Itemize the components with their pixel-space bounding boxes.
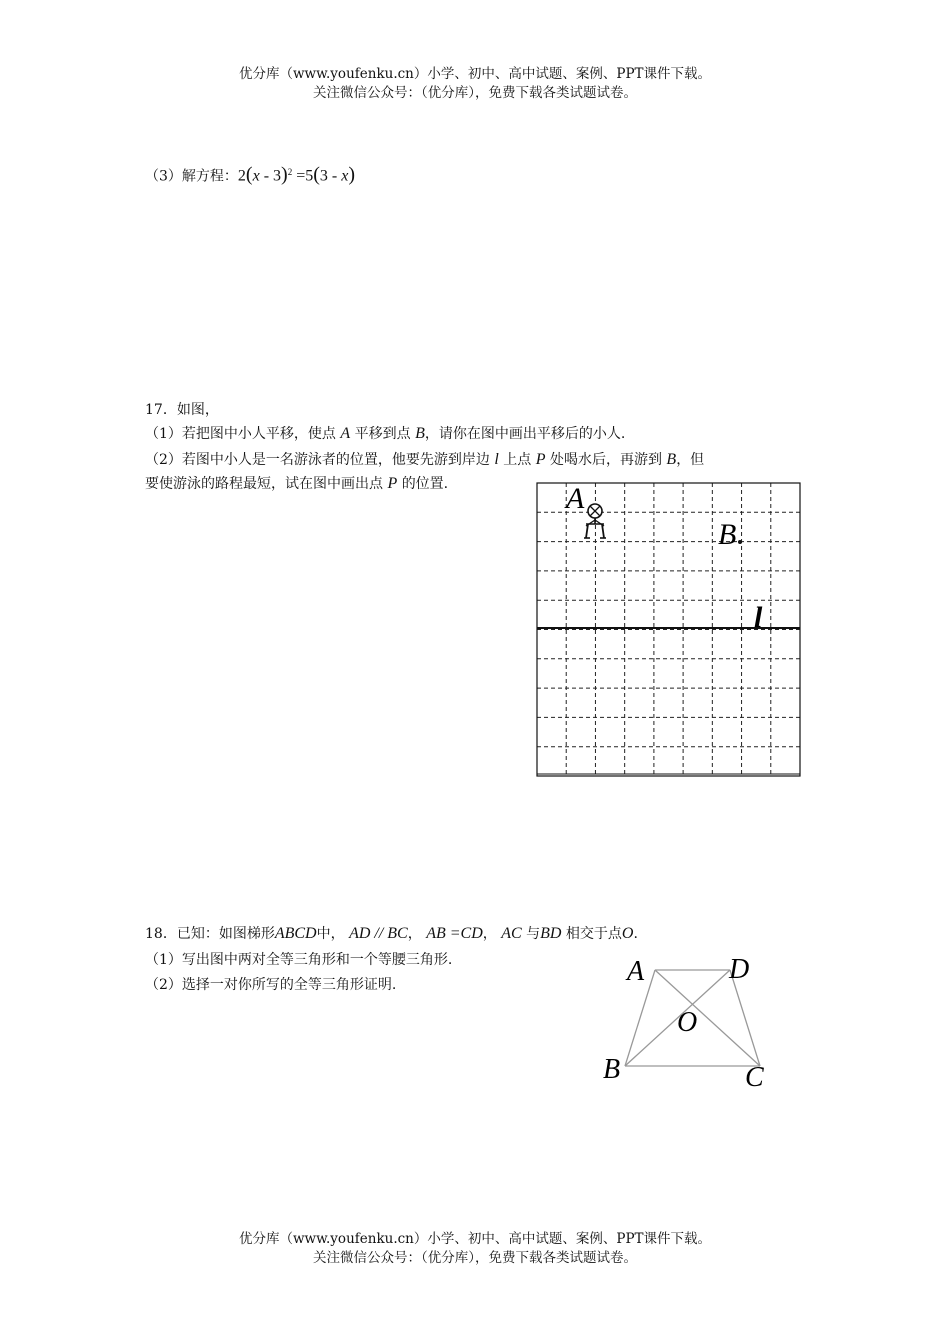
q18-part1: （1）写出图中两对全等三角形和一个等腰三角形. <box>145 952 453 968</box>
q18-text-f: 相交于点 <box>565 926 622 942</box>
q17-p2-text-a: （2）若图中小人是一名游泳者的位置，他要先游到岸边 <box>145 452 490 468</box>
q16-minus3: - 3 <box>259 167 282 185</box>
q16-prefix: （3）解方程： <box>145 168 238 185</box>
q18-diag-bd: BD <box>540 925 562 942</box>
q18-text-e: 与 <box>526 926 541 942</box>
q18-text-g: . <box>633 926 638 942</box>
q17-p1-point-a: A <box>340 425 351 442</box>
footer-line-2: 关注微信公众号：（优分库），免费下载各类试题试卷。 <box>313 1250 637 1266</box>
q18-text-c: ， <box>407 926 422 942</box>
q17-p3-text-a: 要使游泳的路程最短，试在图中画出点 <box>145 476 383 492</box>
header-line-2: 关注微信公众号：（优分库），免费下载各类试题试卷。 <box>313 85 637 101</box>
q18-point-o: O <box>621 925 634 942</box>
trapezoid-label-d: D <box>729 954 750 985</box>
q16-var-x1: x <box>252 167 260 185</box>
trapezoid-label-a: A <box>627 956 645 987</box>
q18-text-a: 18．已知：如图梯形 <box>145 926 275 942</box>
q18-title <box>145 924 638 944</box>
q17-p3-text-b: 的位置. <box>401 476 449 492</box>
grid-label-a: A <box>566 482 585 515</box>
q17-p1-text-b: 平移到点 <box>354 426 411 442</box>
footer-line-1: 优分库（www.youfenku.cn）小学、初中、高中试题、案例、PPT课件下载。 <box>238 1231 712 1247</box>
q18-part2: （2）选择一对你所写的全等三角形证明. <box>145 977 397 993</box>
q16-equals5: =5 <box>292 167 314 185</box>
q16-equation <box>145 162 355 187</box>
q18-equal-sides: AB =CD <box>426 925 483 942</box>
q17-p3-point-p: P <box>387 475 398 492</box>
q17-p2-text-c: 处喝水后，再游到 <box>549 452 662 468</box>
q17-p2-text-d: ，但 <box>676 452 705 468</box>
q16-lparen-2: ( <box>313 163 320 186</box>
q17-p2-line-l: l <box>494 451 499 468</box>
q17-p1-text-c: ，请你在图中画出平移后的小人. <box>424 426 626 442</box>
q17-p1-text-a: （1）若把图中小人平移，使点 <box>145 426 336 442</box>
q16-var-x2: x <box>341 167 349 185</box>
point-b-dot <box>738 540 742 544</box>
q18-text-b: 中， <box>316 926 345 942</box>
q16-lparen-1: ( <box>245 163 253 186</box>
q16-coef: 2 <box>237 167 246 185</box>
q17-p2-point-b: B <box>666 451 677 468</box>
q16-three-minus: 3 - <box>319 167 342 185</box>
q17-part1 <box>145 424 625 444</box>
q16-exponent: 2 <box>287 167 293 177</box>
q17-title: 17．如图， <box>145 402 219 418</box>
trapezoid-label-o: O <box>677 1007 698 1038</box>
header-line-1: 优分库（www.youfenku.cn）小学、初中、高中试题、案例、PPT课件下载。 <box>238 66 712 82</box>
q17-part2 <box>145 450 704 470</box>
q18-parallel: AD // BC <box>349 925 408 942</box>
q18-diag-ac: AC <box>501 925 522 942</box>
q18-trapezoid-figure <box>595 948 795 1098</box>
q17-part2-cont <box>145 474 448 494</box>
q17-p1-point-b: B <box>415 425 425 442</box>
trapezoid-label-c: C <box>745 1062 764 1093</box>
trapezoid-label-b: B <box>603 1054 621 1085</box>
q16-rparen-2: ) <box>348 163 356 186</box>
grid-label-l: l <box>754 601 763 634</box>
q17-p2-text-b: 上点 <box>503 452 532 468</box>
grid-label-b: B <box>718 518 737 551</box>
q18-trapezoid-name: ABCD <box>274 925 317 942</box>
q16-rparen-1: ) <box>281 163 288 186</box>
q18-text-d: ， <box>482 926 497 942</box>
q17-p2-point-p: P <box>535 451 546 468</box>
q17-grid-figure <box>530 478 810 784</box>
